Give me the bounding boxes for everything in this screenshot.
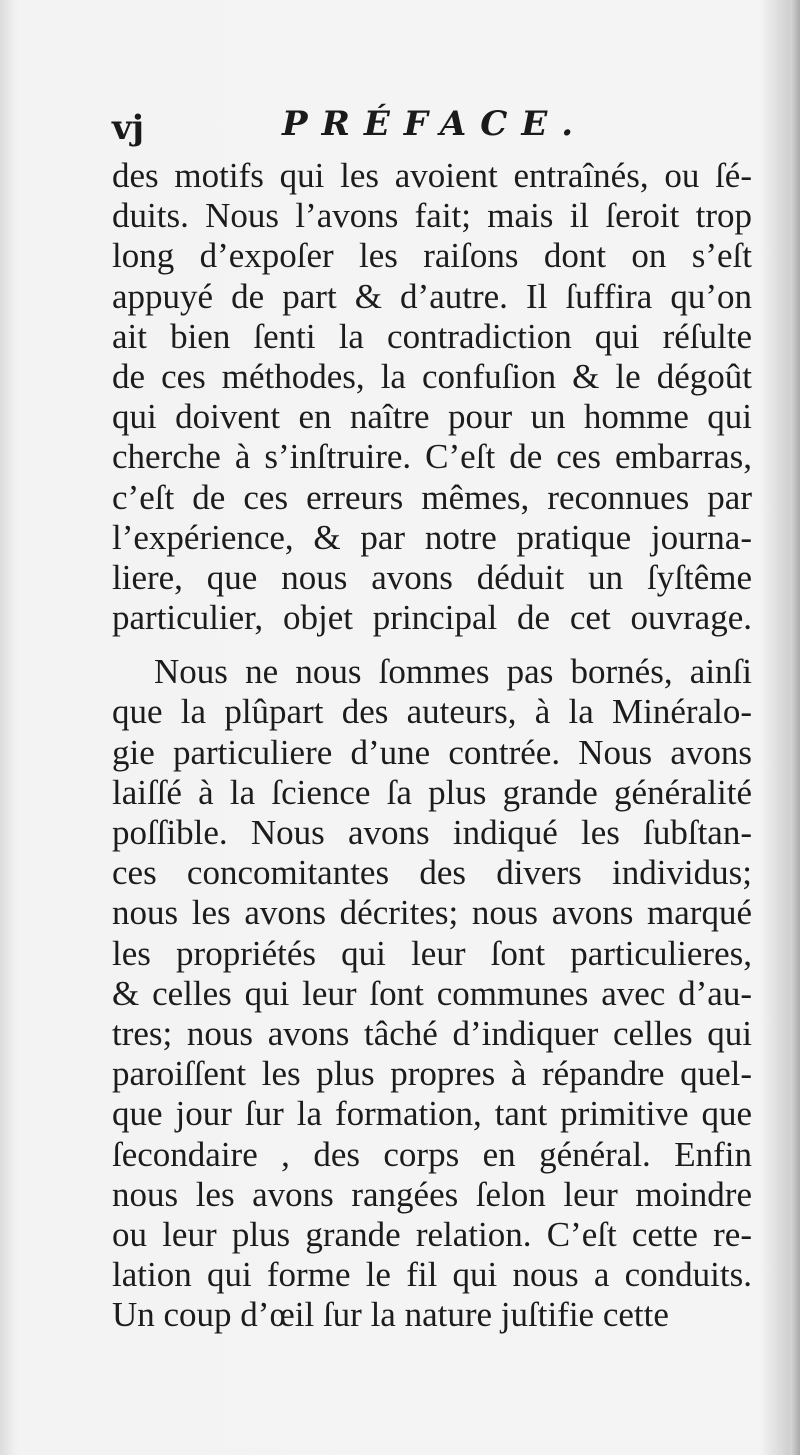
text-line: Nous ne nous ſommes pas bornés, ainſi <box>154 652 752 692</box>
text-line: lation qui forme le fil qui nous a conduits. <box>112 1255 752 1295</box>
text-line: liere, que nous avons déduit un ſyſtême <box>112 557 752 597</box>
text-line: que la plûpart des auteurs, à la Minéralo- <box>112 692 752 732</box>
text-line: long d’expoſer les raiſons dont on s’eſt <box>112 236 752 276</box>
text-line: qui doivent en naître pour un homme qui <box>112 397 752 437</box>
text-line: cherche à s’inſtruire. C’eſt de ces embarras, <box>112 437 752 477</box>
text-line: paroiſſent les plus propres à répandre quel- <box>112 1054 752 1094</box>
text-line: Un coup d’œil ſur la nature juſtifie cette <box>112 1295 669 1335</box>
text-line: des motifs qui les avoient entraînés, ou ſé- <box>112 156 752 195</box>
running-title: PRÉFACE. <box>282 104 588 144</box>
text-line: nous les avons décrites; nous avons marqué <box>112 893 752 933</box>
text-line: duits. Nous l’avons fait; mais il ſeroit trop <box>112 196 752 236</box>
text-line: que jour ſur la formation, tant primitive que <box>112 1094 752 1134</box>
text-line: c’eſt de ces erreurs mêmes, reconnues par <box>112 477 752 517</box>
paragraph-gap <box>112 638 752 652</box>
page-header <box>112 104 752 154</box>
text-line: poſſible. Nous avons indiqué les ſubſtan- <box>112 813 752 852</box>
text-line: particulier, objet principal de cet ouvrage. <box>112 598 752 638</box>
body-text <box>112 156 752 1335</box>
text-line: & celles qui leur ſont communes avec d’au- <box>112 973 752 1013</box>
text-line: laiſſé à la ſcience ſa plus grande généralité <box>112 772 752 812</box>
page-right-edge <box>790 0 800 1455</box>
text-line: ces concomitantes des divers individus; <box>112 853 752 893</box>
page-left-edge <box>0 0 14 1455</box>
text-line: appuyé de part & d’autre. Il ſuffira qu’on <box>112 276 752 316</box>
text-line: ou leur plus grande relation. C’eſt cette re- <box>112 1214 752 1254</box>
text-line: ſecondaire , des corps en général. Enfin <box>112 1134 752 1174</box>
text-line: ait bien ſenti la contradiction qui réſulte <box>112 316 752 356</box>
text-line: nous les avons rangées ſelon leur moindre <box>112 1174 752 1214</box>
text-line: tres; nous avons tâché d’indiquer celles qui <box>112 1013 752 1053</box>
text-line: les propriétés qui leur ſont particulieres, <box>112 933 752 973</box>
text-line: de ces méthodes, la confuſion & le dégoût <box>112 356 752 396</box>
text-line: l’expérience, & par notre pratique journa- <box>112 517 752 557</box>
paragraph-2 <box>112 652 752 1335</box>
text-line: gie particuliere d’une contrée. Nous avons <box>112 732 752 772</box>
page-number: vj <box>112 108 145 148</box>
paragraph-1 <box>112 156 752 638</box>
